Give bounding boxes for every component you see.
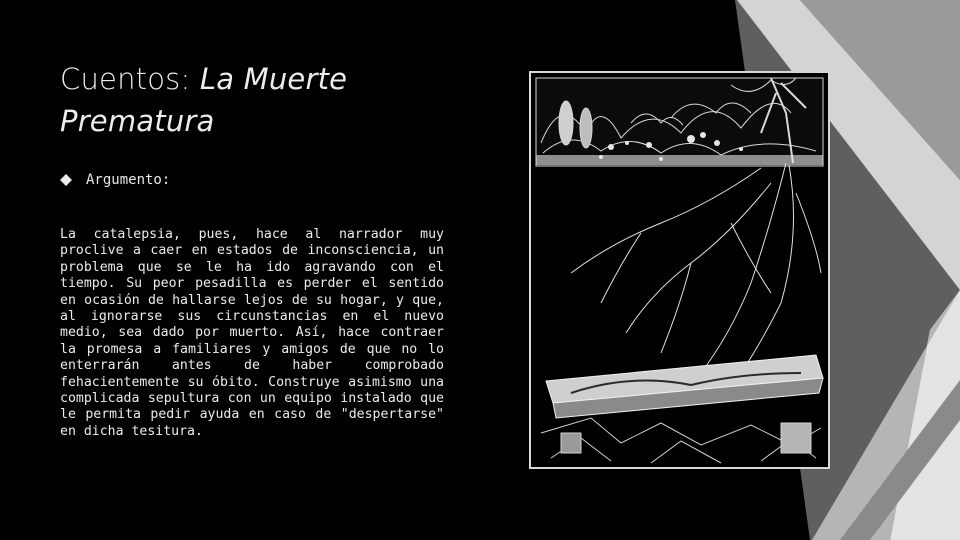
bullet-label: Argumento: — [86, 172, 171, 188]
title-italic-line2: Prematura — [60, 104, 215, 138]
diamond-bullet-icon — [60, 174, 72, 186]
body-paragraph: La catalepsia, pues, hace al narrador muy proclive a caer en estados de inconsciencia, un problema que se le ha ido agravando con el tiempo. Su peor pesadilla es perder el sentido en ocasión de hallarse lejos de su hogar, y que, al ignorarse sus circunstancias en el nuevo medio, sea dado por muerto. Así, hace contraer la promesa a familiares y amigos de que no lo enterrarán antes de haber comprobado fehacientemente su óbito. Construye asimismo una complicada sepultura con un equipo instalado que le permita pedir ayuda en caso de "despertarse" en dicha tesitura. — [60, 227, 444, 439]
landscape-band — [536, 78, 823, 166]
title-italic-line1: La Muerte — [199, 62, 348, 96]
slide-title — [60, 58, 480, 142]
illustration-image — [531, 73, 828, 467]
title-plain: Cuentos: — [60, 62, 200, 96]
bullet-item — [60, 172, 170, 188]
illustration-frame — [529, 71, 830, 469]
